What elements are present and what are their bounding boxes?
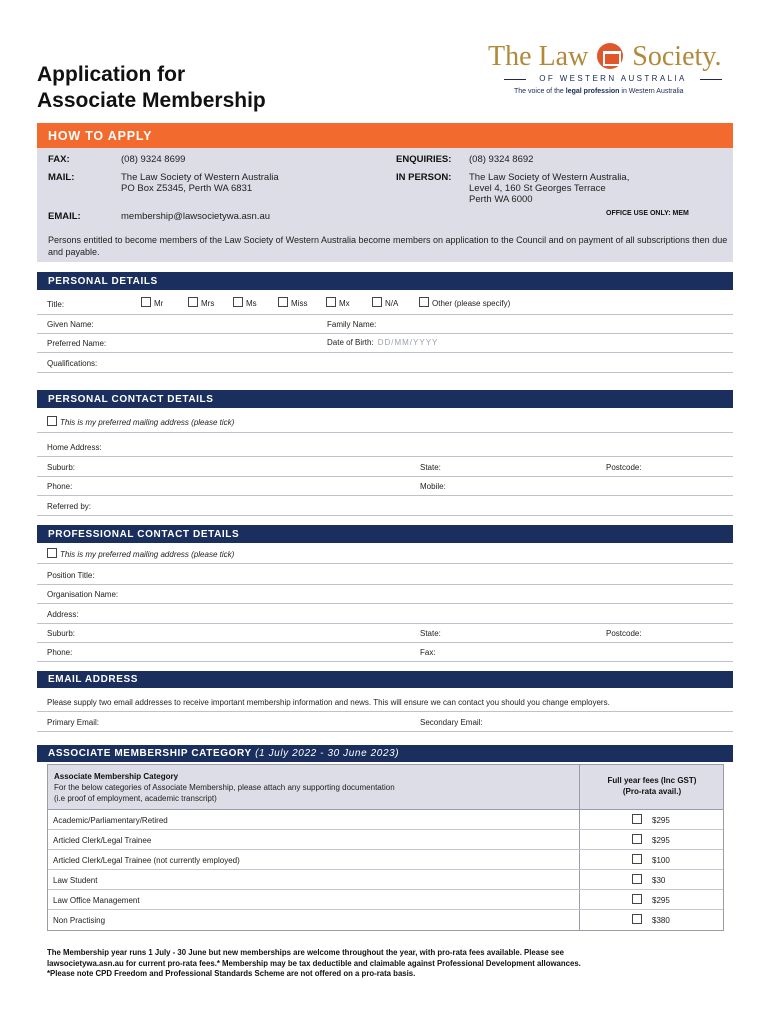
enquiries-value: (08) 9324 8692 bbox=[469, 154, 534, 165]
email-value[interactable]: membership@lawsocietywa.asn.au bbox=[121, 211, 271, 222]
qualifications-field[interactable]: Qualifications: bbox=[47, 359, 98, 368]
professional-suburb-field[interactable]: Suburb: bbox=[47, 629, 76, 638]
checkbox-icon[interactable] bbox=[632, 834, 642, 844]
divider bbox=[37, 495, 733, 496]
title-option-mrs[interactable]: Mrs bbox=[188, 297, 214, 308]
title-label: Title: bbox=[47, 300, 65, 309]
professional-phone-field[interactable]: Phone: bbox=[47, 648, 73, 657]
category-row bbox=[48, 850, 723, 870]
email-note: Please supply two email addresses to receive important membership information and news. This will ensure we can contact you should you change employers. bbox=[47, 698, 610, 707]
checkbox-icon[interactable] bbox=[632, 854, 642, 864]
checkbox-icon[interactable] bbox=[278, 297, 288, 307]
form-title bbox=[37, 62, 266, 114]
fee-value: $380 bbox=[652, 916, 670, 925]
divider bbox=[37, 711, 733, 712]
email-label: EMAIL: bbox=[48, 211, 81, 222]
professional-postcode-field[interactable]: Postcode: bbox=[606, 629, 642, 638]
fax-field[interactable]: Fax: bbox=[420, 648, 436, 657]
crest-icon bbox=[597, 43, 623, 69]
category-period: (1 July 2022 - 30 June 2023) bbox=[255, 748, 400, 759]
fee-value: $295 bbox=[652, 836, 670, 845]
personal-phone-field[interactable]: Phone: bbox=[47, 482, 73, 491]
fax-value: (08) 9324 8699 bbox=[121, 154, 186, 165]
logo-subtitle: OF WESTERN AUSTRALIA bbox=[508, 74, 718, 83]
category-table bbox=[47, 764, 724, 931]
divider bbox=[37, 314, 733, 315]
personal-state-field[interactable]: State: bbox=[420, 463, 441, 472]
preferred-name-field[interactable]: Preferred Name: bbox=[47, 339, 107, 348]
professional-address-field[interactable]: Address: bbox=[47, 610, 79, 619]
how-to-apply-panel bbox=[37, 148, 733, 262]
personal-postcode-field[interactable]: Postcode: bbox=[606, 463, 642, 472]
family-name-field[interactable]: Family Name: bbox=[327, 320, 377, 329]
title-option-ms[interactable]: Ms bbox=[233, 297, 257, 308]
personal-details-heading: PERSONAL DETAILS bbox=[37, 272, 733, 290]
checkbox-icon[interactable] bbox=[372, 297, 382, 307]
logo-wordmark bbox=[488, 40, 721, 74]
in-person-label: IN PERSON: bbox=[396, 172, 452, 183]
position-title-field[interactable]: Position Title: bbox=[47, 571, 95, 580]
divider bbox=[37, 661, 733, 662]
organisation-name-field[interactable]: Organisation Name: bbox=[47, 590, 119, 599]
logo-wordmark-left: The Law bbox=[488, 41, 589, 72]
checkbox-icon[interactable] bbox=[141, 297, 151, 307]
divider bbox=[37, 642, 733, 643]
date-of-birth-field[interactable]: Date of Birth: DD/MM/YYYY bbox=[327, 338, 439, 347]
category-row bbox=[48, 830, 723, 850]
office-use-label: OFFICE USE ONLY: MEM bbox=[606, 210, 689, 217]
category-column-header: Associate Membership Category For the below categories of Associate Membership, please attach any supporting documentation (i.e proof of employment, academic transcript) bbox=[54, 772, 395, 803]
title-option-mx[interactable]: Mx bbox=[326, 297, 350, 308]
divider bbox=[37, 603, 733, 604]
fee-cell bbox=[579, 890, 724, 909]
divider bbox=[37, 563, 733, 564]
checkbox-icon[interactable] bbox=[188, 297, 198, 307]
fees-column-header: Full year fees (Inc GST) (Pro-rata avail.) bbox=[579, 765, 724, 810]
fee-cell bbox=[579, 810, 724, 829]
email-address-heading: EMAIL ADDRESS bbox=[37, 671, 733, 688]
checkbox-icon[interactable] bbox=[326, 297, 336, 307]
fee-cell bbox=[579, 830, 724, 849]
professional-state-field[interactable]: State: bbox=[420, 629, 441, 638]
checkbox-icon[interactable] bbox=[632, 814, 642, 824]
divider bbox=[37, 432, 733, 433]
divider bbox=[37, 456, 733, 457]
divider bbox=[37, 623, 733, 624]
category-name: Law Student bbox=[53, 876, 98, 885]
category-heading: ASSOCIATE MEMBERSHIP CATEGORY (1 July 2022 - 30 June 2023) bbox=[37, 745, 733, 762]
divider bbox=[37, 731, 733, 732]
category-name: Law Office Management bbox=[53, 896, 140, 905]
category-name: Non Practising bbox=[53, 916, 106, 925]
membership-note: Persons entitled to become members of the Law Society of Western Australia become members on application to the Council and on payment of all subscriptions then due and payable. bbox=[48, 235, 728, 257]
fee-cell bbox=[579, 850, 724, 869]
divider bbox=[37, 584, 733, 585]
checkbox-icon[interactable] bbox=[47, 416, 57, 426]
fee-value: $295 bbox=[652, 816, 670, 825]
category-row bbox=[48, 870, 723, 890]
title-option-mr[interactable]: Mr bbox=[141, 297, 163, 308]
divider bbox=[37, 352, 733, 353]
home-address-field[interactable]: Home Address: bbox=[47, 443, 102, 452]
professional-contact-heading: PROFESSIONAL CONTACT DETAILS bbox=[37, 525, 733, 543]
mail-label: MAIL: bbox=[48, 172, 75, 183]
logo-tagline: The voice of the legal profession in Western Australia bbox=[514, 88, 684, 95]
title-option-other[interactable]: Other (please specify) bbox=[419, 297, 510, 308]
fax-label: FAX: bbox=[48, 154, 70, 165]
category-name: Articled Clerk/Legal Trainee (not currently employed) bbox=[53, 856, 240, 865]
fee-cell bbox=[579, 870, 724, 889]
category-name: Articled Clerk/Legal Trainee bbox=[53, 836, 152, 845]
checkbox-icon[interactable] bbox=[233, 297, 243, 307]
secondary-email-field[interactable]: Secondary Email: bbox=[420, 718, 483, 727]
form-title-line2: Associate Membership bbox=[37, 89, 266, 112]
fee-cell bbox=[579, 910, 724, 930]
title-option-miss[interactable]: Miss bbox=[278, 297, 307, 308]
mobile-field[interactable]: Mobile: bbox=[420, 482, 446, 491]
title-option-na[interactable]: N/A bbox=[372, 297, 398, 308]
law-society-logo bbox=[488, 40, 736, 98]
primary-email-field[interactable]: Primary Email: bbox=[47, 718, 100, 727]
personal-suburb-field[interactable]: Suburb: bbox=[47, 463, 76, 472]
divider bbox=[37, 333, 733, 334]
footer-note: The Membership year runs 1 July - 30 June but new memberships are welcome throughout the year, with pro-rata fees available. Please see lawsocietywa.asn.au for current pro-rata fees.* Membership may be tax deductible and claimable against Professional Development allowances. *Please note CPD Freedom and Professional Standards Scheme are not offered on a pro-rata basis. bbox=[47, 948, 581, 978]
personal-contact-heading: PERSONAL CONTACT DETAILS bbox=[37, 390, 733, 408]
fee-value: $100 bbox=[652, 856, 670, 865]
given-name-field[interactable]: Given Name: bbox=[47, 320, 94, 329]
dob-placeholder: DD/MM/YYYY bbox=[377, 338, 439, 347]
personal-preferred-mailing-checkbox[interactable]: This is my preferred mailing address (please tick) bbox=[47, 416, 234, 427]
how-to-apply-heading: HOW TO APPLY bbox=[37, 123, 733, 148]
enquiries-label: ENQUIRIES: bbox=[396, 154, 452, 165]
category-row bbox=[48, 890, 723, 910]
checkbox-icon[interactable] bbox=[632, 874, 642, 884]
in-person-value: The Law Society of Western Australia, Level 4, 160 St Georges Terrace Perth WA 6000 bbox=[469, 172, 630, 205]
mail-value: The Law Society of Western Australia PO Box Z5345, Perth WA 6831 bbox=[121, 172, 279, 194]
category-row bbox=[48, 810, 723, 830]
fee-value: $295 bbox=[652, 896, 670, 905]
checkbox-icon[interactable] bbox=[47, 548, 57, 558]
divider bbox=[37, 372, 733, 373]
category-table-header bbox=[48, 765, 723, 810]
divider bbox=[37, 515, 733, 516]
checkbox-icon[interactable] bbox=[632, 914, 642, 924]
category-name: Academic/Parliamentary/Retired bbox=[53, 816, 168, 825]
fee-value: $30 bbox=[652, 876, 666, 885]
logo-wordmark-right: Society. bbox=[632, 41, 722, 72]
professional-preferred-mailing-checkbox[interactable]: This is my preferred mailing address (please tick) bbox=[47, 548, 234, 559]
divider bbox=[37, 476, 733, 477]
checkbox-icon[interactable] bbox=[419, 297, 429, 307]
category-row bbox=[48, 910, 723, 930]
referred-by-field[interactable]: Referred by: bbox=[47, 502, 92, 511]
checkbox-icon[interactable] bbox=[632, 894, 642, 904]
form-title-line1: Application for bbox=[37, 63, 186, 86]
